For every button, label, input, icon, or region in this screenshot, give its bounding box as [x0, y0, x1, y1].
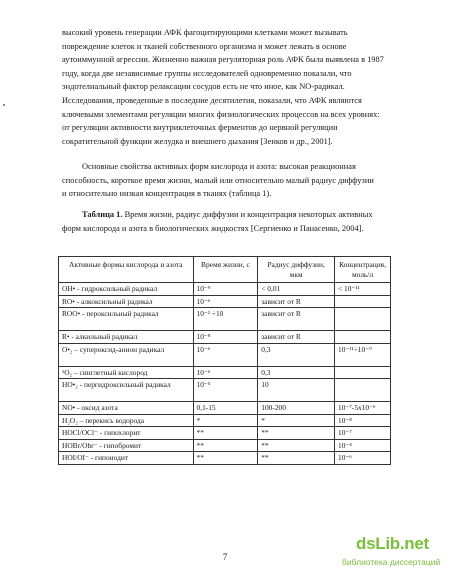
- text-line: высокий уровень генерации АФК фагоцитирующими клетками может вызывать: [62, 28, 348, 37]
- text-line: и относительно низкая концентрация в тканях (таблица 1).: [62, 189, 272, 199]
- table-cell: NO• - оксид азота: [59, 402, 194, 415]
- body-paragraph-1: [62, 26, 392, 148]
- table-cell: RO• - алкоксильный радикал: [59, 295, 194, 308]
- table-cell: 10⁻¹¹÷10⁻⁹: [335, 343, 391, 366]
- data-table: [58, 256, 391, 465]
- column-header-lifetime: Время жизни, с: [193, 257, 258, 283]
- text-line: сократительной функции желудка и внешнего дыхания [Зенков и др., 2001].: [62, 136, 333, 146]
- table-cell: 10⁻⁷-5x10⁻⁶: [335, 402, 391, 415]
- table-row: [59, 414, 391, 427]
- text-line: ключевыми элементами регуляции многих физиологических процессов на всех уровнях:: [62, 109, 380, 119]
- caption-text: Время жизни, радиус диффузии и концентрация некоторых активных: [122, 210, 373, 219]
- text-line: Основные свойства активных форм кислорода и азота: высокая реакционная: [82, 162, 356, 171]
- watermark-logo: dsLib.net: [356, 534, 429, 553]
- table-cell: [335, 379, 391, 402]
- table-cell: **: [193, 427, 258, 440]
- table-cell: 10⁻⁷: [335, 427, 391, 440]
- table-cell: **: [258, 439, 335, 452]
- text-line: году, когда две независимые группы исследователей одновременно показали, что: [62, 68, 352, 78]
- table-row: [59, 427, 391, 440]
- table-cell: HOCl/OCl⁻ - гипохлорит: [59, 427, 194, 440]
- table-header-row: [59, 257, 391, 283]
- table-cell: 10⁻⁶: [193, 343, 258, 366]
- table-cell: 10⁻² ÷10: [193, 308, 258, 331]
- table-row: [59, 343, 391, 366]
- table-cell: HO•₂ - пергидроксильный радикал: [59, 379, 194, 402]
- table-row: [59, 283, 391, 296]
- margin-mark: [3, 104, 5, 106]
- table-cell: 0,3: [258, 366, 335, 379]
- table-cell: [335, 308, 391, 331]
- caption-label: Таблица 1.: [82, 210, 123, 219]
- table-cell: ROO• - пероксильный радикал: [59, 308, 194, 331]
- body-paragraph-2: [62, 160, 392, 201]
- table-cell: O•₂ – супероксид-анион радикал: [59, 343, 194, 366]
- table-cell: HOI/OI⁻ - гипоиодит: [59, 452, 194, 465]
- table-cell: *: [258, 414, 335, 427]
- text-line: повреждение клеток и тканей собственного организма и может лежать в основе: [62, 41, 347, 51]
- table-cell: 10⁻⁶: [335, 452, 391, 465]
- table-cell: 10: [258, 379, 335, 402]
- table-cell: 10⁻⁸: [193, 331, 258, 344]
- table-cell: OH• - гидроксильный радикал: [59, 283, 194, 296]
- caption-line-2: форм кислорода и азота в биологических жидкостях [Сергиенко и Панасенко, 2004].: [62, 223, 364, 233]
- text-line: эндотелиальный фактор релаксации сосудов есть не что иное, как NO-радикал.: [62, 82, 345, 92]
- text-line: Исследования, проведенные в последние десятилетия, показали, что АФК являются: [62, 95, 362, 105]
- table-cell: *: [193, 414, 258, 427]
- table-cell: H₂O₂ – перекись водорода: [59, 414, 194, 427]
- table-cell: 10⁻⁶: [193, 295, 258, 308]
- table-cell: 10⁻⁹: [193, 283, 258, 296]
- table-row: [59, 402, 391, 415]
- table-cell: [335, 295, 391, 308]
- table-caption: [62, 208, 392, 235]
- page-number: 7: [222, 552, 228, 562]
- table-cell: зависит от R: [258, 331, 335, 344]
- column-header-concentration: Концентрация, моль/л: [335, 257, 391, 283]
- table-row: [59, 366, 391, 379]
- watermark: [342, 527, 450, 581]
- table-row: [59, 379, 391, 402]
- column-header-radius: Радиус диффузии, мкм: [258, 257, 335, 283]
- table-cell: **: [193, 439, 258, 452]
- table-cell: зависит от R: [258, 308, 335, 331]
- table-row: [59, 295, 391, 308]
- column-header-forms: Активные формы кислорода и азота: [59, 257, 194, 283]
- table-cell: 10⁻⁴: [335, 439, 391, 452]
- table-cell: HOBr/Obr⁻ - гипобромит: [59, 439, 194, 452]
- table-cell: R• - алкильный радикал: [59, 331, 194, 344]
- table-cell: [335, 331, 391, 344]
- table-cell: **: [193, 452, 258, 465]
- table-cell: 10⁻⁶: [193, 366, 258, 379]
- table-cell: < 10⁻¹¹: [335, 283, 391, 296]
- watermark-tagline: библиотека диссертаций: [342, 557, 441, 567]
- table-cell: **: [258, 452, 335, 465]
- table-cell: [335, 366, 391, 379]
- table-row: [59, 439, 391, 452]
- table-cell: зависит от R: [258, 295, 335, 308]
- table-cell: 10⁻⁵: [193, 379, 258, 402]
- table-row: [59, 452, 391, 465]
- text-line: аутоиммунной агрессии. Жизненно важная регуляторная роль АФК была выявлена в 1987: [62, 55, 384, 65]
- table-cell: 0,1-15: [193, 402, 258, 415]
- text-line: способность, короткое время жизни, малый или относительно малый радиус диффузии: [62, 175, 374, 185]
- table-row: [59, 331, 391, 344]
- table-row: [59, 308, 391, 331]
- table-cell: **: [258, 427, 335, 440]
- text-line: от регуляции активности внутриклеточных ферментов до нервной регуляции: [62, 123, 338, 133]
- table-cell: 0,3: [258, 343, 335, 366]
- table-cell: 100-200: [258, 402, 335, 415]
- table-cell: 10⁻⁸: [335, 414, 391, 427]
- caption-line-1: [62, 208, 392, 222]
- table-cell: < 0,01: [258, 283, 335, 296]
- table-cell: ¹O₂ – синглетный кислород: [59, 366, 194, 379]
